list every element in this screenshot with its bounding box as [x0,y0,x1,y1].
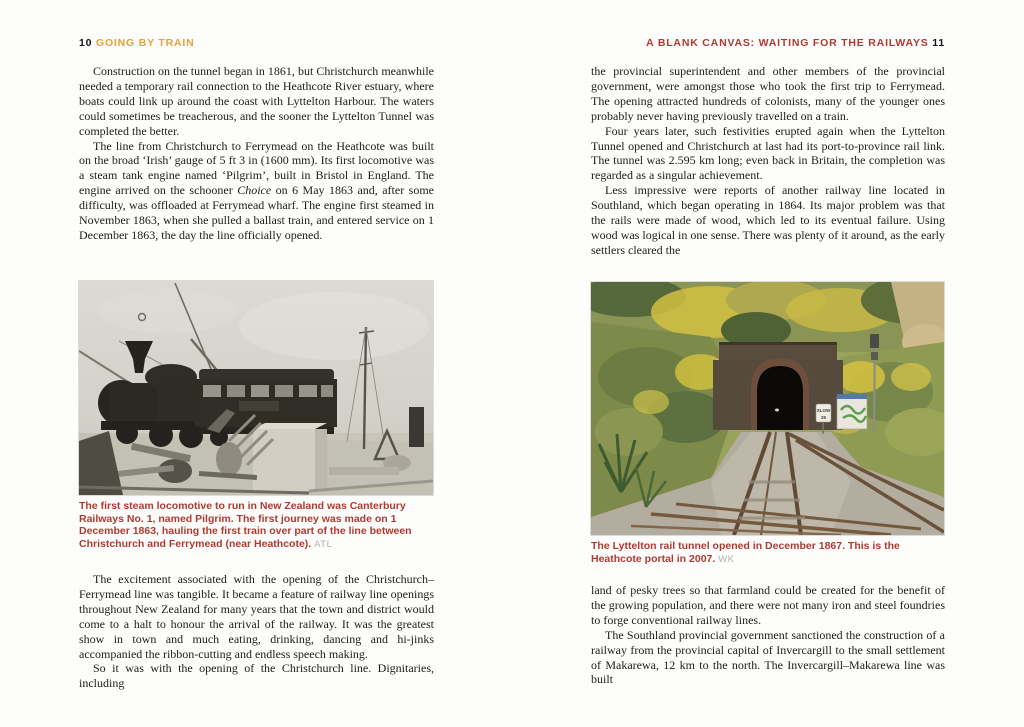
left-caption-text: The first steam locomotive to run in New Zealand was Canterbury Railways No. 1, named Pilgrim. The first journey was made on 1 December 1863, hauling the first train over part of the line between Christchurch and Ferrymead (near Heathcote). [79,500,412,550]
left-column-bottom-text [79,572,434,691]
paragraph: The line from Christchurch to Ferrymead on the Heathcote was built on the broad ‘Irish’ gauge of 5 ft 3 in (1600 mm). Its first locomotive was a steam tank engine named ‘Pilgrim’, built in Bristol in England. The engine arrived on the schooner Choice on 6 May 1863 and, after some difficulty, was offloaded at Ferrymead wharf. The engine first steamed in November 1863, when she pulled a ballast train, and entered service on 1 December 1863, the day the line officially opened. [79,138,434,242]
right-running-header [591,33,945,51]
right-header-title: A BLANK CANVAS: WAITING FOR THE RAILWAYS [646,37,929,49]
left-photo-caption [79,500,434,551]
right-photo-caption [591,540,945,566]
right-caption-text: The Lyttelton rail tunnel opened in December 1867. This is the Heathcote portal in 2007. [591,540,900,565]
right-page-number: 11 [932,37,945,49]
left-photo-credit: ATL [314,538,333,550]
left-column-top-text [79,64,434,243]
tunnel-photo [591,282,944,535]
paragraph: The Southland provincial government sanctioned the construction of a railway from the provincial capital of Invercargill to the small settlement of Makarewa, 12 km to the north. The Invercargill–Makarewa line was built [591,627,945,687]
right-column-bottom-text [591,583,945,687]
left-header-title: GOING BY TRAIN [96,37,195,49]
slow-sign-text: SLOW [816,408,831,413]
paragraph: land of pesky trees so that farmland could be created for the benefit of the growing population, and there were not many iron and steel foundries to forge conventional railway lines. [591,583,945,627]
left-running-header [79,33,434,51]
tunnel-photo-art [591,282,944,535]
right-column-top-text [591,64,945,258]
locomotive-photo [79,281,433,495]
paragraph: The excitement associated with the opening of the Christchurch–Ferrymead line was tangible. It became a feature of railway line openings throughout New Zealand for many years that the town and district would come to a halt to honour the arrival of the railway. It was the greatest show in town and much eating, drinking, dancing and hi-jinks accompanied the ribbon-cutting and endless speech making. [79,572,434,661]
right-photo-credit: WK [718,553,735,565]
paragraph: So it was with the opening of the Christchurch line. Dignitaries, including [79,661,434,691]
paragraph: Less impressive were reports of another railway line located in Southland, which began operating in 1864. Its major problem was that the rails were made of wood, which led to its eventual failure. Using wood was logical in one sense. There was plenty of it around, as the early settlers cleared the [591,183,945,257]
left-page-number: 10 [79,37,93,49]
locomotive-photo-art [79,281,433,495]
paragraph: Four years later, such festivities erupted again when the Lyttelton Tunnel opened and Christchurch at last had its port-to-province rail link. The tunnel was 2.595 km long; even back in Britain, the completion was regarded as a singular achievement. [591,123,945,183]
svg-text:25: 25 [820,415,827,420]
paragraph: the provincial superintendent and other members of the provincial government, were amongst those who took the first trip to Ferrymead. The opening attracted hundreds of colonists, many of the younger ones probably never having previously travelled on a train. [591,64,945,123]
paragraph: Construction on the tunnel began in 1861, but Christchurch meanwhile needed a temporary rail connection to the Heathcote River estuary, where boats could link up around the coast with Lyttelton Harbour. The waters could sometimes be treacherous, and the sooner the Lyttelton Tunnel was completed the better. [79,64,434,138]
